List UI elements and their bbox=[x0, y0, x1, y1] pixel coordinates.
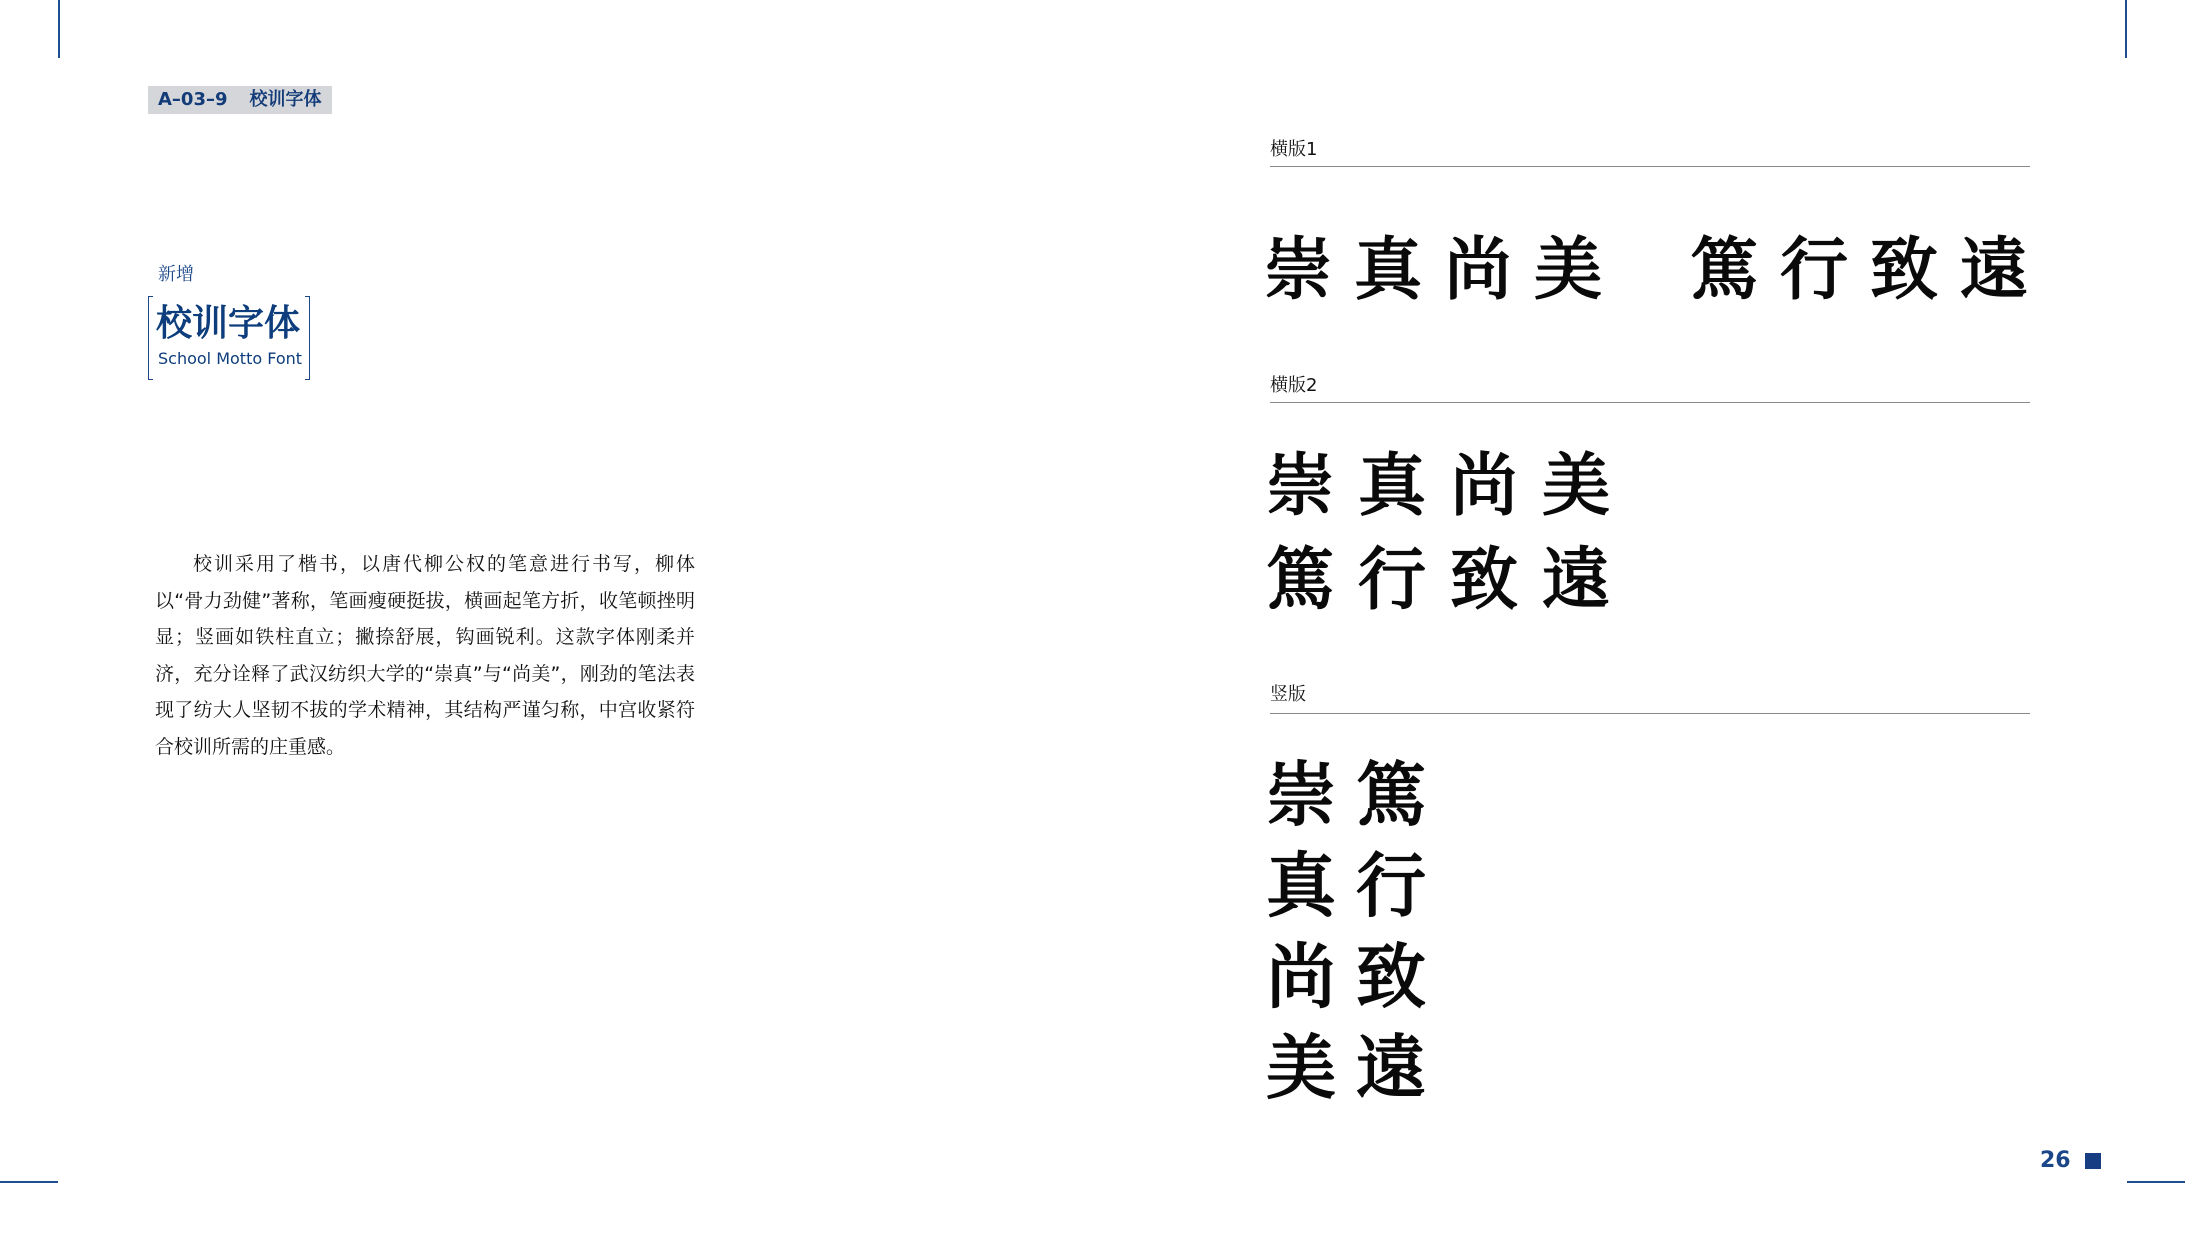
motto-char: 遠 bbox=[1356, 1026, 1426, 1109]
horizontal1-label: 横版1 bbox=[1270, 139, 1318, 160]
motto-char: 真 bbox=[1354, 230, 1423, 310]
motto-char: 美 bbox=[1534, 230, 1603, 310]
description-paragraph: 校训采用了楷书，以唐代柳公权的笔意进行书写，柳体以“骨力劲健”著称，笔画瘦硬挺拔，横画起笔方折，收笔顿挫明显；竖画如铁柱直立；撇捺舒展，钩画锐利。这款字体刚柔并济，充分诠释了武汉纺织大学的“崇真”与“尚美”，刚劲的笔法表现了纺大人坚韧不拔的学术精神，其结构严谨匀称，中宫收紧符合校训所需的庄重感。 bbox=[155, 553, 695, 758]
horizontal2-row2 bbox=[1266, 540, 1634, 620]
vertical-rule bbox=[1270, 713, 2030, 714]
horizontal1-motto bbox=[1264, 230, 2029, 310]
motto-char: 行 bbox=[1358, 540, 1427, 620]
title-box-gap-bottom bbox=[153, 378, 305, 380]
motto-char: 崇 bbox=[1264, 230, 1333, 310]
page-marker-square bbox=[2085, 1153, 2101, 1169]
horizontal2-row1 bbox=[1266, 446, 1634, 526]
motto-char: 真 bbox=[1266, 844, 1336, 927]
title-box bbox=[148, 296, 310, 380]
motto-char: 篤 bbox=[1356, 753, 1426, 836]
motto-char: 尚 bbox=[1444, 230, 1513, 310]
new-label: 新增 bbox=[158, 264, 194, 285]
motto-char: 崇 bbox=[1266, 446, 1335, 526]
motto-char: 遠 bbox=[1960, 230, 2029, 310]
motto-char: 致 bbox=[1870, 230, 1939, 310]
motto-char: 崇 bbox=[1266, 753, 1336, 836]
crop-mark-bottom-left bbox=[0, 1181, 58, 1183]
page-subtitle: School Motto Font bbox=[158, 349, 303, 368]
section-code: A–03–9 bbox=[158, 89, 228, 110]
motto-char: 美 bbox=[1266, 1026, 1336, 1109]
vertical-label: 竖版 bbox=[1270, 684, 1306, 705]
motto-char: 篤 bbox=[1266, 540, 1335, 620]
section-tag bbox=[148, 86, 332, 114]
horizontal2-label: 横版2 bbox=[1270, 375, 1318, 396]
motto-char: 致 bbox=[1450, 540, 1519, 620]
motto-char: 遠 bbox=[1542, 540, 1611, 620]
motto-char: 真 bbox=[1358, 446, 1427, 526]
crop-mark-bottom-right bbox=[2127, 1181, 2185, 1183]
motto-char: 尚 bbox=[1450, 446, 1519, 526]
motto-char: 致 bbox=[1356, 935, 1426, 1018]
crop-mark-top-left bbox=[58, 0, 60, 58]
crop-mark-top-right bbox=[2125, 0, 2127, 58]
motto-char: 行 bbox=[1780, 230, 1849, 310]
motto-char: 行 bbox=[1356, 844, 1426, 927]
section-name: 校训字体 bbox=[249, 89, 322, 110]
vertical-col1 bbox=[1266, 753, 1336, 1124]
motto-char: 美 bbox=[1542, 446, 1611, 526]
page-number: 26 bbox=[2040, 1148, 2071, 1173]
motto-char: 尚 bbox=[1266, 935, 1336, 1018]
horizontal2-rule bbox=[1270, 402, 2030, 403]
horizontal1-rule bbox=[1270, 166, 2030, 167]
title-box-gap-top bbox=[153, 296, 305, 298]
vertical-col2 bbox=[1356, 753, 1426, 1124]
page-title: 校训字体 bbox=[156, 303, 301, 344]
motto-char: 篤 bbox=[1690, 230, 1759, 310]
